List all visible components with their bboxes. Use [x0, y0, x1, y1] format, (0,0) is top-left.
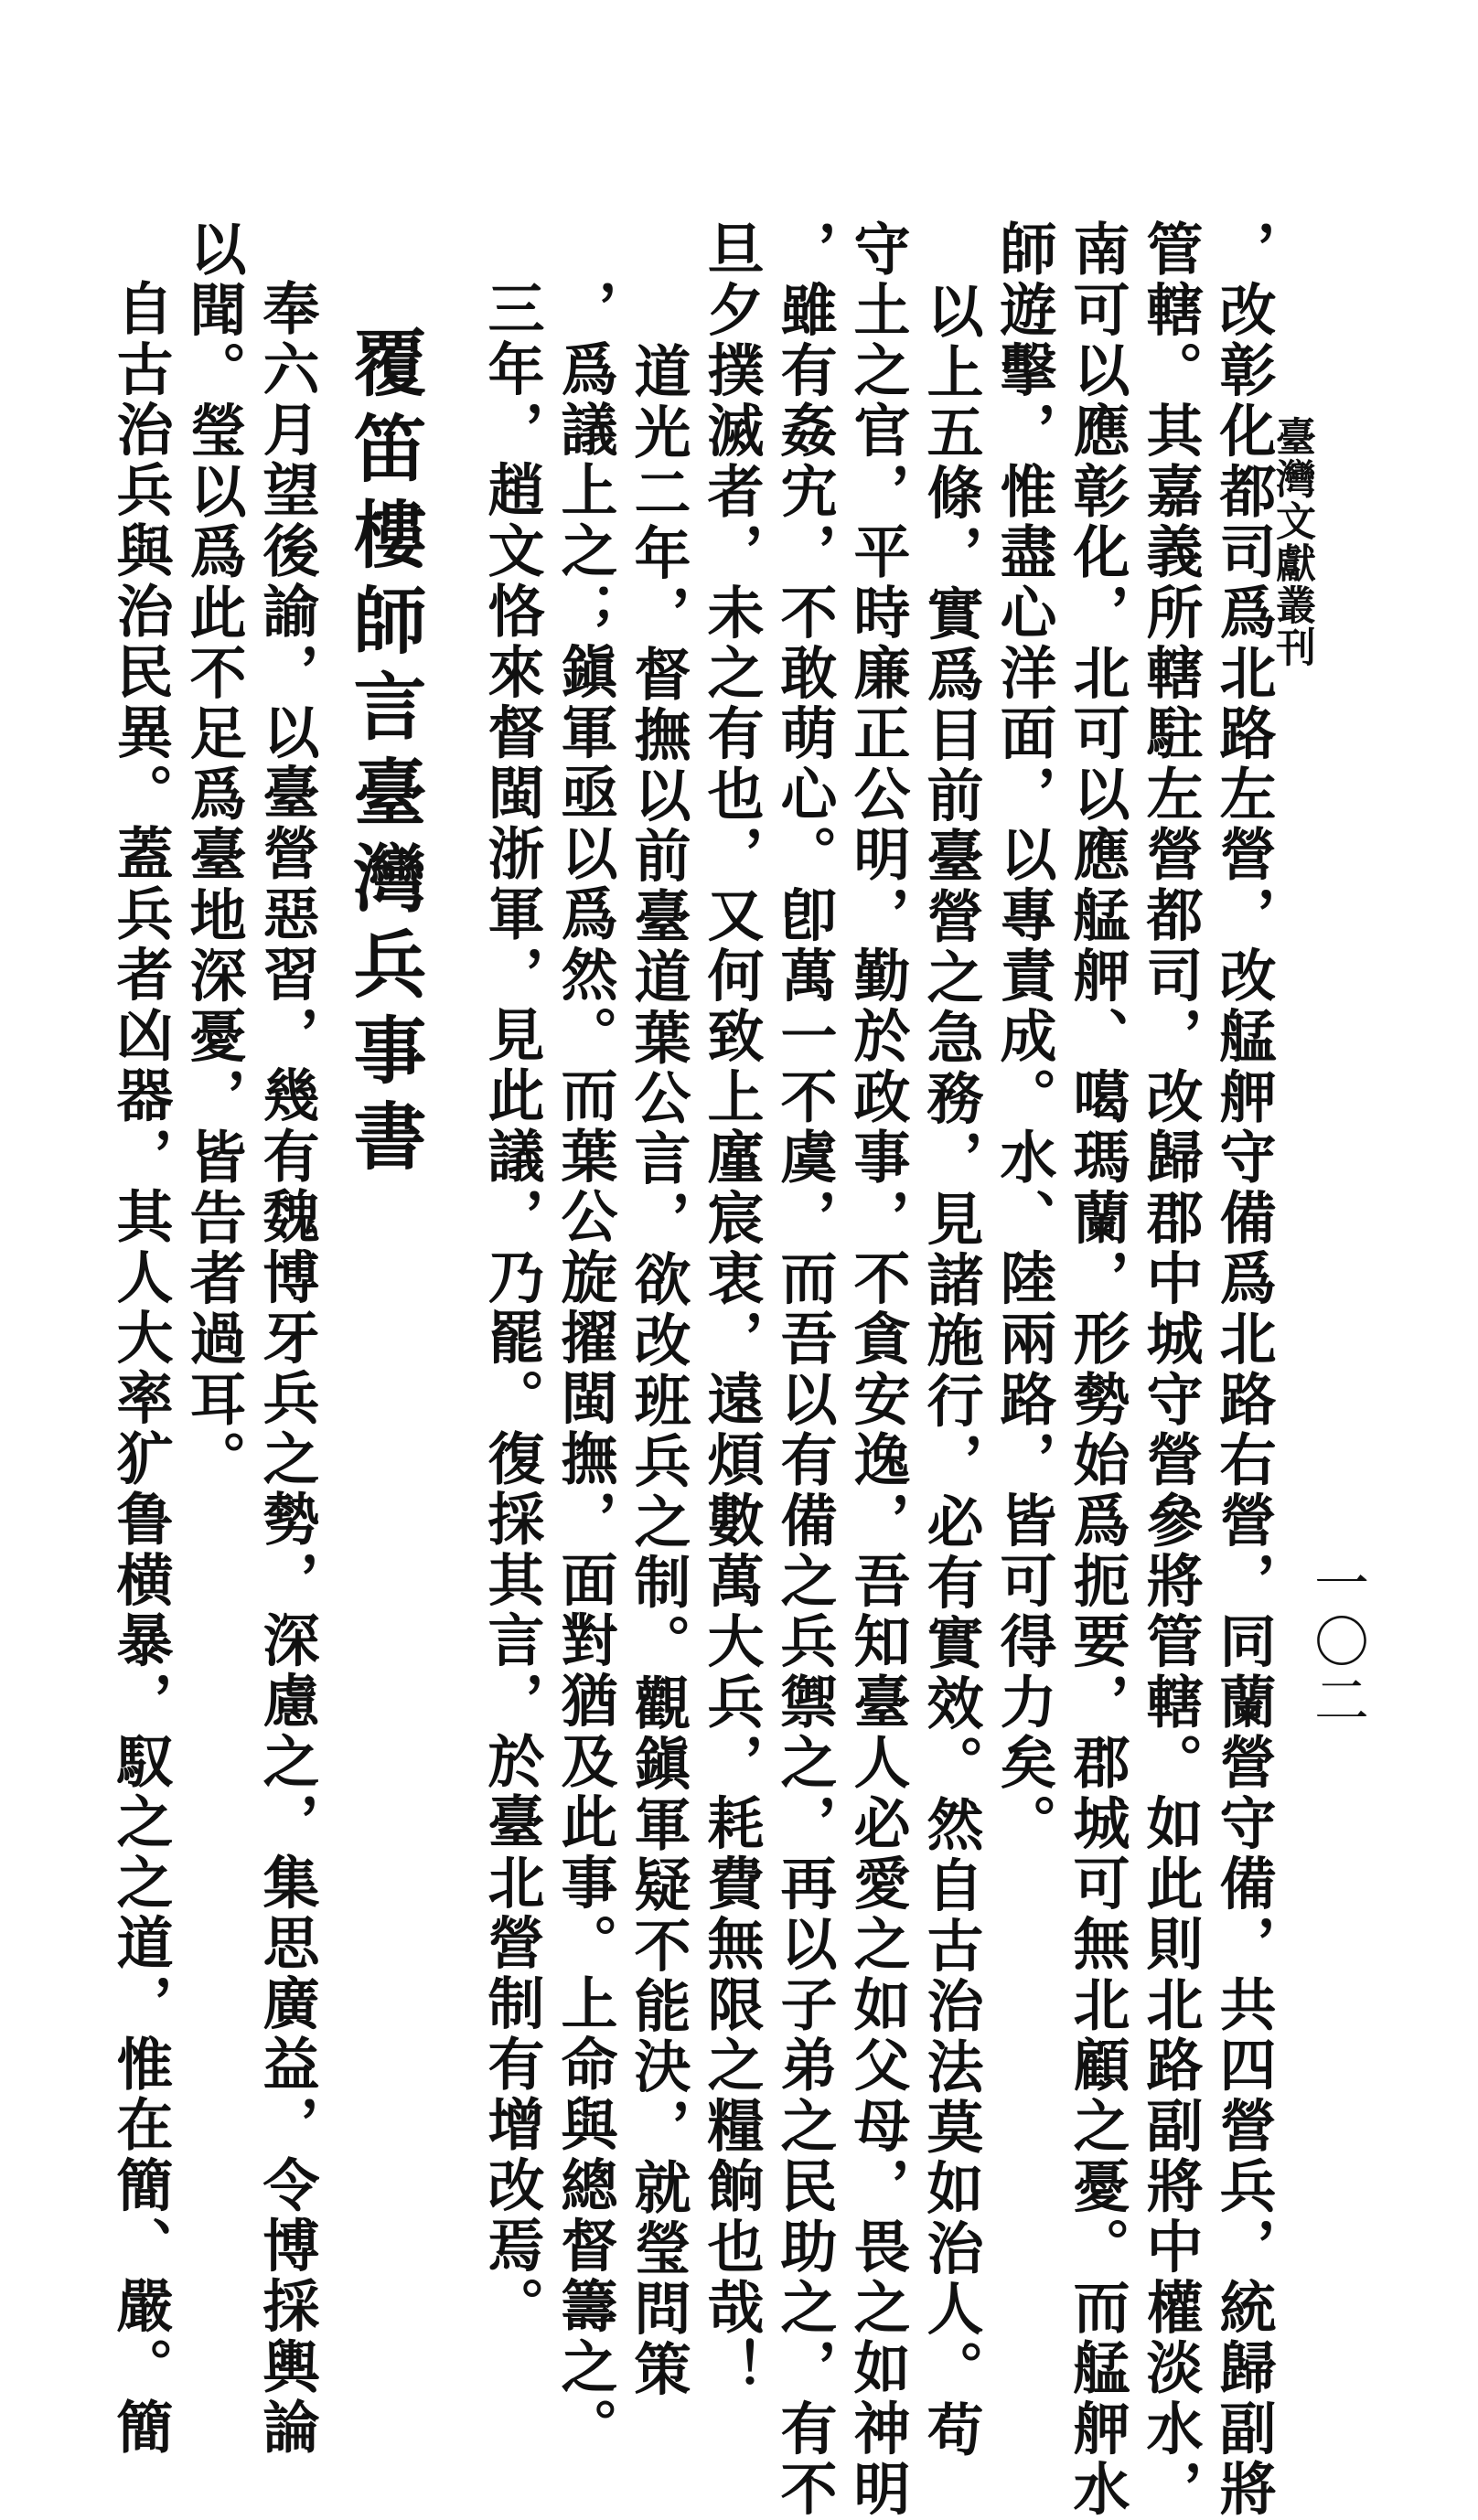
text-column-6: 守土之官，平時廉正公明，勤於政事，不貪安逸，吾知臺人必愛之如父母，畏之如神明: [844, 219, 911, 2520]
essay-column-1: 奉六月望後諭，以臺營惡習，幾有魏博牙兵之勢，深慮之，集思廣益，令博採輿論: [253, 279, 320, 2459]
text-column-5: 以上五條，實爲目前臺營之急務，見諸施行，必有實效。然自古治法莫如治人。苟: [917, 282, 984, 2461]
essay-column-2: 以聞。瑩以爲此不足爲臺地深憂，皆告者過耳。: [180, 219, 247, 1491]
text-column-11: 三年，趙文恪來督閩浙軍，見此議，乃罷。復採其言，於臺北營制有增改焉。: [478, 279, 545, 2337]
text-column-4: 師遊擊，惟盡心洋面，以專責成。水、陸兩路，皆可得力矣。: [991, 219, 1057, 1854]
page-number: 一〇二: [1305, 1554, 1369, 1730]
text-column-10: ，爲議上之；鎭軍亟以爲然。而葉公旋擢閩撫，面對猶及此事。上命與總督籌之。: [552, 279, 618, 2459]
text-column-3: 南可以應彰化，北可以應艋舺、噶瑪蘭，形勢始爲扼要，郡城可無北顧之憂。而艋舺水: [1064, 219, 1130, 2520]
text-column-9: 道光二年，督撫以前臺道葉公言，欲改班兵之制。觀鎭軍疑不能決，就瑩問策: [625, 342, 691, 2400]
text-column-7: ，雖有姦宄，不敢萌心。卽萬一不虞，而吾以有備之兵禦之，再以子弟之民助之，有不: [771, 219, 838, 2520]
essay-column-3: 自古治兵與治民異。蓋兵者凶器，其人大率犷鲁横暴，馭之之道，惟在簡、嚴。簡: [107, 279, 174, 2459]
essay-title: 覆笛樓師言臺灣兵事書: [341, 325, 427, 1184]
text-column-2: 管轄。其嘉義所轄駐左營都司，改歸郡中城守營參將管轄。如此則北路副將中權淡水，: [1137, 219, 1204, 2520]
text-column-1: ，改彰化都司爲北路左營，改艋舺守備爲北路右營，同蘭營守備，共四營兵，統歸副將: [1210, 219, 1277, 2520]
running-header-title: 臺灣文獻叢刊: [1269, 416, 1315, 668]
text-column-8: 旦夕撲滅者，未之有也，又何致上廑宸衷，遠煩數萬大兵，耗費無限之糧餉也哉！: [698, 219, 765, 2399]
